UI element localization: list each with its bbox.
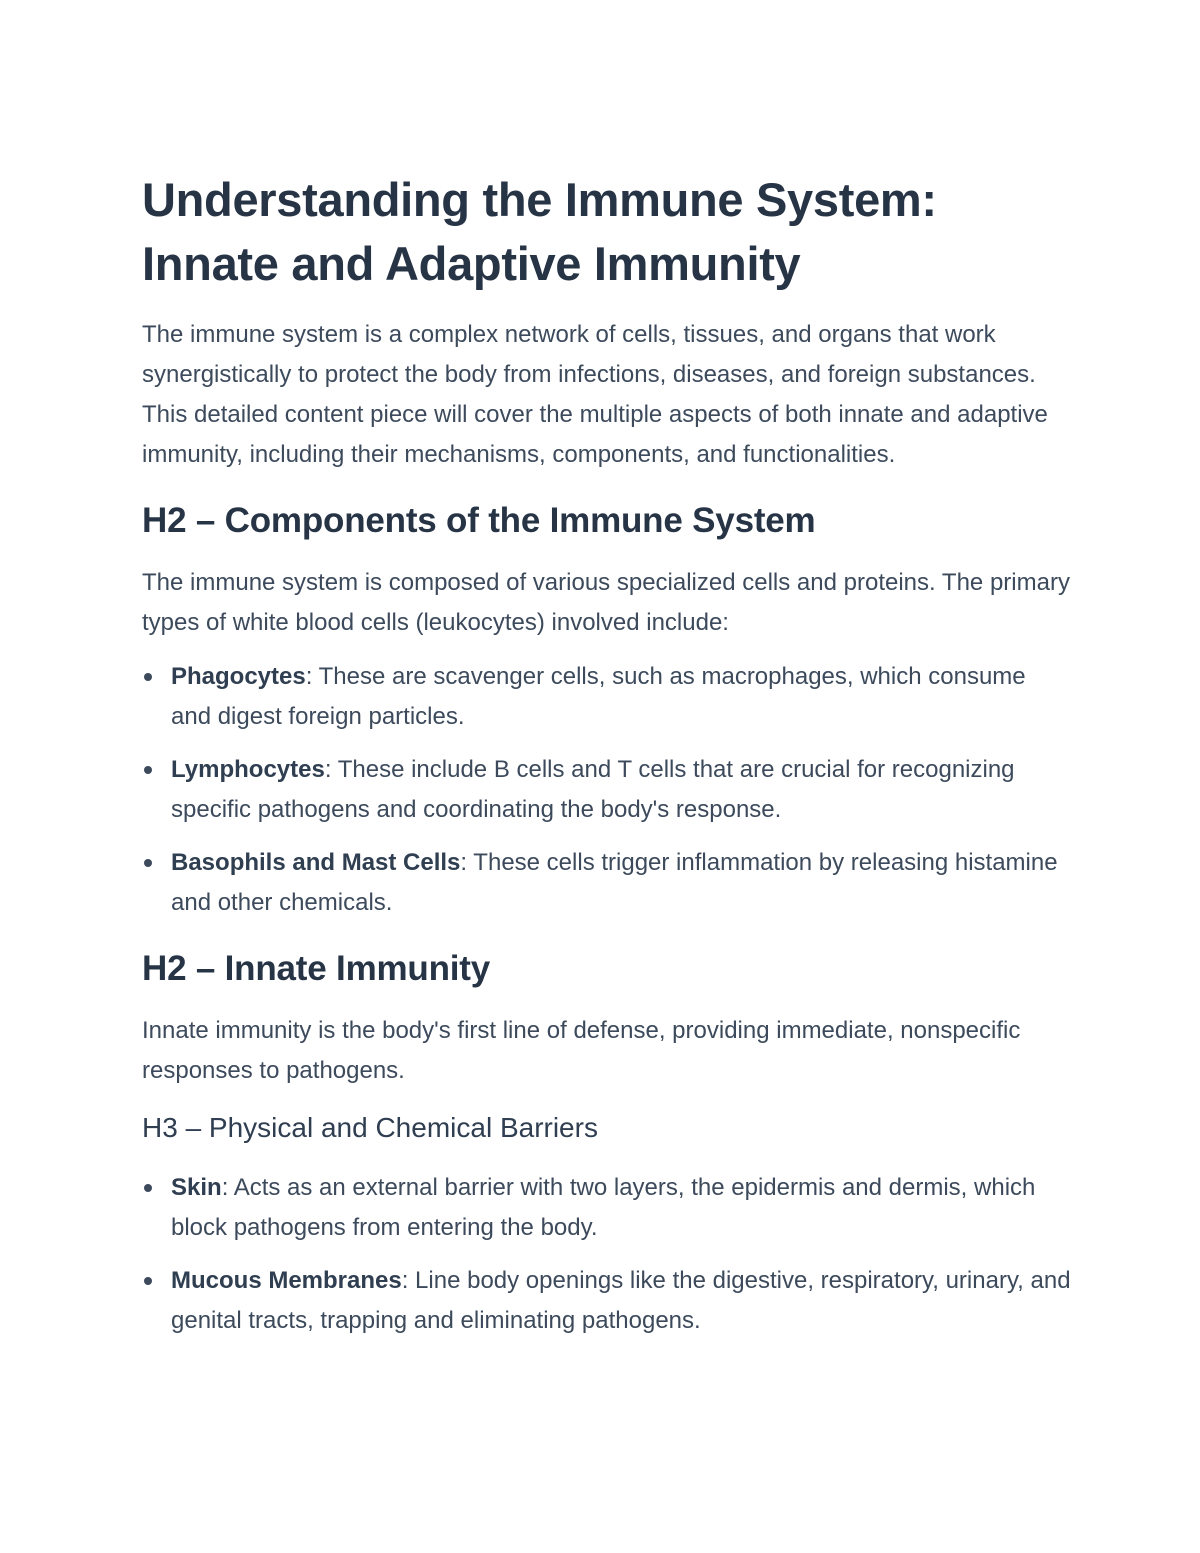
list-item-mucous-membranes xyxy=(142,1261,1072,1341)
list-item-lymphocytes xyxy=(142,750,1072,830)
list-item-text: : These are scavenger cells, such as macrophages, which consume and digest foreign particles. xyxy=(171,663,1026,730)
list-item-phagocytes xyxy=(142,657,1072,737)
heading-components: H2 – Components of the Immune System xyxy=(142,501,816,540)
list-item-term: Basophils and Mast Cells xyxy=(171,849,461,876)
list-item-term: Skin xyxy=(171,1174,222,1201)
list-item-term: Lymphocytes xyxy=(171,756,325,783)
bullet-icon xyxy=(144,859,152,867)
list-item-text: : Line body openings like the digestive, respiratory, urinary, and genital tracts, trapping and eliminating pathogens. xyxy=(171,1267,1071,1334)
bullet-icon xyxy=(144,1277,152,1285)
list-item-basophils xyxy=(142,843,1072,923)
innate-paragraph: Innate immunity is the body's first line of defense, providing immediate, nonspecific responses to pathogens. xyxy=(142,1017,1021,1084)
document-title xyxy=(142,168,1072,296)
components-paragraph: The immune system is composed of various specialized cells and proteins. The primary types of white blood cells (leukocytes) involved include: xyxy=(142,569,1070,636)
list-item-term: Phagocytes xyxy=(171,663,306,690)
list-item-text: : These include B cells and T cells that are crucial for recognizing specific pathogens and coordinating the body's response. xyxy=(171,756,1015,823)
document-page xyxy=(142,168,1072,1341)
barriers-list xyxy=(142,1168,1072,1341)
list-item-text: : Acts as an external barrier with two layers, the epidermis and dermis, which block pathogens from entering the body. xyxy=(171,1174,1036,1241)
intro-paragraph: The immune system is a complex network of cells, tissues, and organs that work synergistically to protect the body from infections, diseases, and foreign substances. This detailed content piece will cover the multiple aspects of both innate and adaptive immunity, including their mechanisms, components, and functionalities. xyxy=(142,321,1048,468)
heading-innate-immunity: H2 – Innate Immunity xyxy=(142,949,491,988)
bullet-icon xyxy=(144,766,152,774)
list-item-term: Mucous Membranes xyxy=(171,1267,402,1294)
document-title-line-2: Innate and Adaptive Immunity xyxy=(142,237,801,290)
list-item-text: : These cells trigger inflammation by releasing histamine and other chemicals. xyxy=(171,849,1058,916)
bullet-icon xyxy=(144,673,152,681)
bullet-icon xyxy=(144,1184,152,1192)
components-list xyxy=(142,657,1072,923)
document-title-line-1: Understanding the Immune System: xyxy=(142,173,937,226)
list-item-skin xyxy=(142,1168,1072,1248)
heading-barriers: H3 – Physical and Chemical Barriers xyxy=(142,1112,598,1143)
